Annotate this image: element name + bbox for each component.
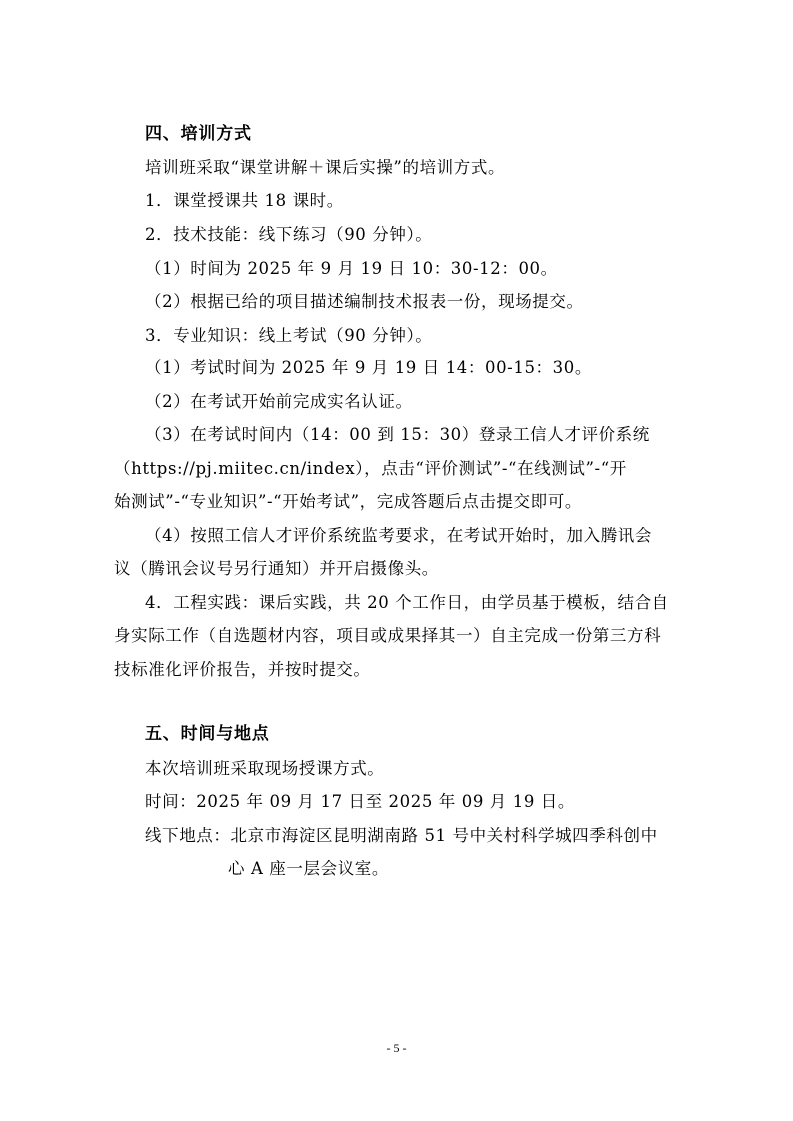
section4-intro: 培训班采取“课堂讲解＋课后实操”的培训方式。 [145,158,506,177]
section4-item3-sub3-line3: 始测试”-“专业知识”-“开始考试”，完成答题后点击提交即可。 [114,492,582,511]
section4-item1: 1．课堂授课共 18 课时。 [145,191,344,210]
section4-item3-sub3-line2: （https://pj.miitec.cn/index），点击“评价测试”-“在线测试”-“开 [114,459,627,478]
section4-item3-sub2: （2）在考试开始前完成实名认证。 [145,392,413,411]
section4-item2: 2．技术技能：线下练习（90 分钟）。 [145,225,433,244]
page-number: - 5 - [386,1041,407,1055]
section4-item3-sub4-line1: （4）按照工信人才评价系统监考要求，在考试开始时，加入腾讯会 [145,526,652,545]
section5-heading: 五、时间与地点 [145,724,270,744]
section4-item4-line1: 4．工程实践：课后实践，共 20 个工作日，由学员基于模板，结合自 [145,593,669,612]
section5-location-line1: 线下地点：北京市海淀区昆明湖南路 51 号中关村科学城四季科创中 [145,826,658,845]
section4-item2-sub1: （1）时间为 2025 年 9 月 19 日 10：30-12：00。 [145,259,558,278]
section4-item2-sub2: （2）根据已给的项目描述编制技术报表一份，现场提交。 [145,292,584,311]
section4-item3-sub1: （1）考试时间为 2025 年 9 月 19 日 14：00-15：30。 [145,358,592,377]
section5-intro: 本次培训班采取现场授课方式。 [145,759,385,778]
section4-item4-line3: 技标准化评价报告，并按时提交。 [114,660,371,679]
section5-location-line2: 心 A 座一层会议室。 [228,859,390,878]
section4-item3-sub3-line1: （3）在考试时间内（14：00 到 15：30）登录工信人才评价系统 [145,425,650,444]
section4-item3-sub4-line2: 议（腾讯会议号另行通知）并开启摄像头。 [114,559,439,578]
section4-heading: 四、培训方式 [145,124,252,144]
section4-item3: 3．专业知识：线上考试（90 分钟）。 [145,326,433,345]
section4-item4-line2: 身实际工作（自选题材内容，项目或成果择其一）自主完成一份第三方科 [114,626,662,645]
section5-time: 时间：2025 年 09 月 17 日至 2025 年 09 月 19 日。 [145,792,575,811]
